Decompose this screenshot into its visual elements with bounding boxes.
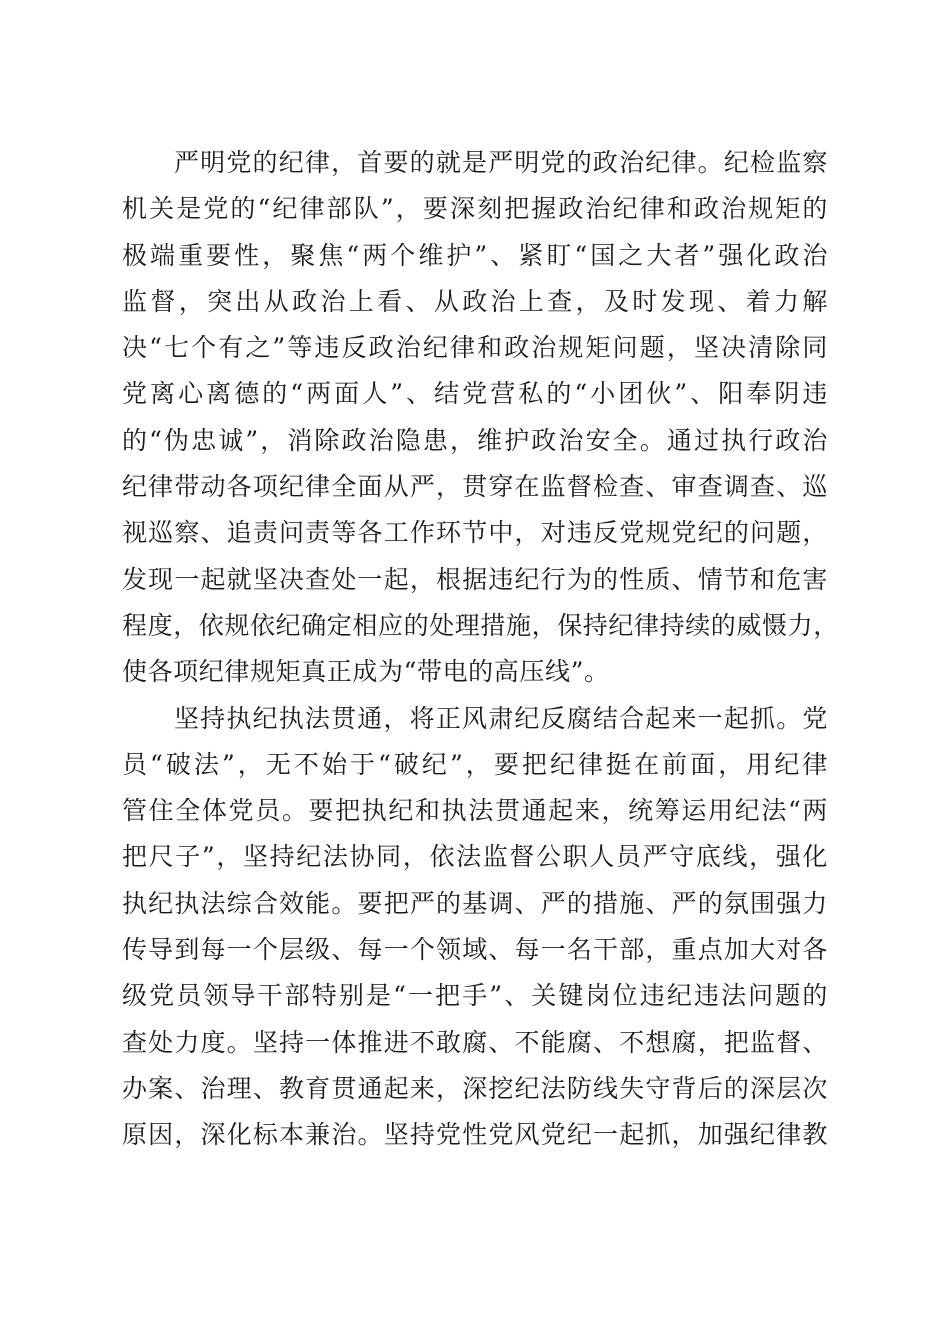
paragraph-1-line-5: 决“七个有之”等违反政治纪律和政治规矩问题，坚决清除同 [122,333,828,363]
paragraph-1-line-3: 极端重要性，聚焦“两个维护”、紧盯“国之大者”强化政治 [122,240,828,270]
paragraph-2-line-9: 办案、治理、教育贯通起来，深挖纪法防线失守背后的深层次 [122,1073,828,1103]
body-text [122,140,839,1159]
paragraph-1-line-12: 使各项纪律规矩真正成为“带电的高压线”。 [122,657,610,687]
paragraph-1-line-10: 发现一起就坚决查处一起，根据违纪行为的性质、情节和危害 [122,564,828,594]
paragraph-2-line-7: 级党员领导干部特别是“一把手”、关键岗位违纪违法问题的 [122,981,828,1011]
paragraph-1-line-9: 视巡察、追责问责等各工作环节中，对违反党规党纪的问题， [122,518,828,548]
paragraph-2-line-3: 管住全体党员。要把执纪和执法贯通起来，统筹运用纪法“两 [122,796,828,826]
paragraph-1-line-4: 监督，突出从政治上看、从政治上查，及时发现、着力解 [122,286,828,316]
paragraph-1-line-8: 纪律带动各项纪律全面从严，贯穿在监督检查、审查调查、巡 [122,472,828,502]
paragraph-2-line-8: 查处力度。坚持一体推进不敢腐、不能腐、不想腐，把监督、 [122,1027,828,1057]
paragraph-1-line-7: 的“伪忠诚”，消除政治隐患，维护政治安全。通过执行政治 [122,425,828,455]
paragraph-2-line-5: 执纪执法综合效能。要把严的基调、严的措施、严的氛围强力 [122,888,828,918]
paragraph-1-line-6: 党离心离德的“两面人”、结党营私的“小团伙”、阳奉阴违 [122,379,828,409]
paragraph-2-line-1: 坚持执纪执法贯通，将正风肃纪反腐结合起来一起抓。党 [174,703,828,733]
paragraph-2-line-6: 传导到每一个层级、每一个领域、每一名干部，重点加大对各 [122,935,828,965]
paragraph-2-line-2: 员“破法”，无不始于“破纪”，要把纪律挺在前面，用纪律 [122,749,828,779]
paragraph-2-line-10: 原因，深化标本兼治。坚持党性党风党纪一起抓，加强纪律教 [122,1120,828,1150]
paragraph-1-line-1: 严明党的纪律，首要的就是严明党的政治纪律。纪检监察 [174,148,828,177]
paragraph-1-line-2: 机关是党的“纪律部队”，要深刻把握政治纪律和政治规矩的 [122,194,828,224]
paragraph-1-line-11: 程度，依规依纪确定相应的处理措施，保持纪律持续的威慑力， [122,610,839,640]
paragraph-2-line-4: 把尺子”，坚持纪法协同，依法监督公职人员严守底线，强化 [122,842,828,872]
